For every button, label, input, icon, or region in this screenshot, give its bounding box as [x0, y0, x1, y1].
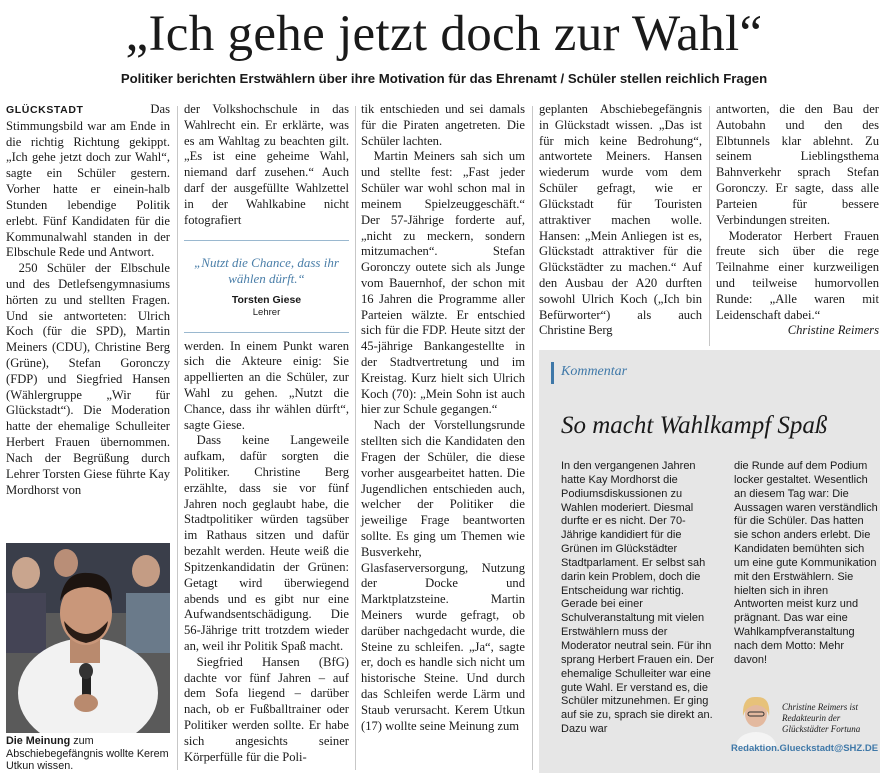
student-photo-illustration: [6, 543, 170, 733]
author-email-link[interactable]: Redaktion.Glueckstadt@SHZ.DE: [731, 743, 879, 754]
author-portrait: [734, 688, 778, 748]
caption-text: zum Abschiebegefängnis wollte Kerem Utkun wissen.: [6, 735, 169, 773]
article-paragraph: 250 Schüler der Elbschule und des Detlefsengymnasiums hörten zu und stellten Fragen. Und sie antworteten: Ulrich Koch (für die SPD), Martin Meiners (CDU), Christine Berg (Grüne), Stefan Goronczy (FDP) und Siegfried Hansen (Wählergruppe „Wir für Glückstadt“). Die Moderation hatte der ehemalige Schulleiter Herbert Frauen übernommen. Nach der Begrüßung durch Lehrer Torsten Giese führte Kay Mordhorst von: [6, 261, 170, 497]
subheadline: Politiker berichten Erstwählern über ihre Motivation für das Ehrenamt / Schüler stellen reichlich Fragen: [120, 71, 768, 86]
column-rule: [532, 106, 533, 770]
paragraph-text: Das Stimmungsbild war am Ende in die richtig Richtung gekippt. „Ich gehe jetzt doch zur Wahl“, sagte ein Schüler gestern. Vorher hatte er einein-halb Stunden lebendige Politik erlebt. Fünf Kandidaten für die Kommunalwahl standen in der Elbschule Rede und Antwort.: [6, 102, 170, 260]
author-note-line: Christine Reimers ist: [782, 702, 858, 712]
commentary-accent-bar: [551, 362, 554, 384]
quote-role: Lehrer: [252, 307, 281, 318]
dateline: GLÜCKSTADT: [6, 104, 84, 116]
article-column-4: [539, 102, 702, 339]
article-paragraph: [6, 102, 170, 261]
column-rule: [177, 106, 178, 770]
article-paragraph: Moderator Herbert Frauen freute sich über die rege Teilnahme einer kurzweiligen und teilweise humorvollen Runde: „Alle waren mit Leidenschaft dabei.“: [716, 228, 879, 322]
commentary-title: So macht Wahlkampf Spaß: [561, 412, 828, 439]
article-paragraph: Martin Meiners sah sich um und stellte fest: „Fast jeder Schüler war wohl schon mal in meinem Spielzeuggeschäft.“ Der 57-Jährige forderte auf, „nicht zu meckern, sondern mitzumachen“. Stefan Goronczy outete sich als Junge vom Bauernhof, der schon mit 16 Jahren die Programme aller Parteien wälzte. Er entschied sich für die FDP. Heute sitzt der 45-jährige Bankangestellte in der Stadtvertretung und im Kreistag. Kurz hielt sich Ulrich Koch (70): „Mein Sohn ist auch hier zur Schule gegangen.“: [361, 149, 525, 417]
article-paragraph: der Volkshochschule in das Wahlrecht ein. Er erklärte, was es am Wahltag zu beachten gilt. „Es ist eine geheime Wahl, niemand darf zusehen.“ Auch darf der ausgefüllte Wahlzettel in der Wahlkabine nicht fotografiert: [184, 102, 349, 227]
article-paragraph: Siegfried Hansen (BfG) dachte vor fünf Jahren – auf dem Sofa liegend – darüber nach, ob er Fußballtrainer oder Politiker werden sollte. Er habe sich angesichts seiner Körperfülle für die Poli-: [184, 654, 349, 764]
commentary-label: Kommentar: [561, 364, 628, 379]
article-paragraph: geplanten Abschiebegefängnis in Glückstadt wissen. „Das ist für mich keine Bedrohung“, antwortete Meiners. Hansen wiederum wurde vom dem Schüler gefragt, wie er Glückstadt für Touristen attraktiver machen wolle. Hansen: „Mein Anliegen ist es, Glückstadt attraktiver für die Glückstädter zu machen.“ Auf den Ausbau der A20 durften sowohl Ulrich Koch („Ich bin Befürworter“) als auch Christine Berg: [539, 102, 702, 338]
article-column-3: [361, 102, 525, 735]
article-photo: [6, 543, 170, 733]
quote-author: Torsten Giese: [231, 294, 302, 306]
quote-text: „Nutzt die Chance, dass ihr wählen dürft.“: [194, 255, 339, 286]
article-paragraph: antworten, die den Bau der Autobahn und den des Elbtunnels klar ablehnt. Zu seinem Lieblingsthema Bahnverkehr sprach Stefan Goronczy. Er sagte, dass alle Parteien für bessere Verbindungen streiten.: [716, 102, 879, 227]
column-rule: [709, 106, 710, 346]
commentary-column-1: In den vergangenen Jahren hatte Kay Mordhorst die Podiumsdiskussionen zu Wahlen moderiert. Diesmal durfte er es nicht. Der 70-Jährige kandidiert für die Grünen im Glückstädter Stadtparlament. Er selbst sah darin kein Problem, doch die Entscheidung war richtig. Gerade bei einer Schulveranstaltung mit vielen Erstwählern muss der Moderator neutral sein. Für ihn sprang Herbert Frauen ein. Der ehemalige Schulleiter war eine gute Wahl. Er verstand es, die Schüler mitzunehmen. Er ging auf sie zu, sprach sie direkt an. Dazu war: [561, 460, 714, 736]
author-note-line: Glückstädter Fortuna: [782, 724, 861, 734]
photo-caption: [6, 735, 170, 773]
article-paragraph: werden. In einem Punkt waren sich die Akteure einig: Sie appellierten an die Schüler, zur Wahl zu gehen. „Nutzt die Chance, dass ihr wählen dürft“, sagte Giese.: [184, 338, 349, 432]
caption-lead: Die Meinung: [6, 735, 71, 747]
commentary-column-2: die Runde auf dem Podium locker gestaltet. Wesentlich an diesem Tag war: Die Aussagen waren verständlich für die Schüler. Das hatten sie schon anders erlebt. Die Kandidaten bemühten sich um eine gute Kommunikation mit den Erstwählern. Sie hielten sich in ihren Antworten meist kurz und prägnant. Das war eine Wahlkampfveranstaltung nach dem Motto: Mehr davon!: [734, 460, 878, 666]
author-note-line: Redakteurin der: [782, 713, 841, 723]
article-column-5: [716, 102, 879, 339]
quote-rule: [184, 332, 349, 333]
pull-quote: [184, 240, 349, 334]
column-rule: [355, 106, 356, 770]
author-portrait-illustration: [734, 688, 778, 748]
article-paragraph: Dass keine Langeweile aufkam, dafür sorgten die Politiker. Christine Berg erzählte, dass sie vor fünf Jahren noch geglaubt habe, die Stadtpolitiker würden tagsüber im Rathaus sitzen und dafür bezahlt werden. Heute weiß die Spitzenkandidatin der Grünen: Getagt wird überwiegend abends und es gibt nur eine Aufwandsentschädigung. Die 56-Jährige tritt trotzdem wieder an, weil ihr Politik Spaß macht.: [184, 433, 349, 653]
quote-rule: [184, 240, 349, 241]
article-column-1: [6, 102, 170, 498]
headline: „Ich gehe jetzt doch zur Wahl“: [125, 6, 763, 62]
article-paragraph: Nach der Vorstellungsrunde stellten sich die Kandidaten den Fragen der Schüler, die diese vorher ausgearbeitet hatten. Die Jugendlichen entschieden auch, welcher der Politiker die jeweilige Frage beantworten sollte. Es ging um Themen wie Busverkehr, Glasfaserversorgung, Nutzung der Docke und Marktplatzsteine. Martin Meiners wurde gefragt, ob darüber nachgedacht wurde, die Steine zu schleifen. „Ja“, sagte er, doch es handle sich nicht um historische Steine. Und durch das Schleifen werde Lärm und Staub verursacht. Kerem Utkun (17) wollte seine Meinung zum: [361, 418, 525, 733]
article-column-2: [184, 102, 349, 765]
commentary-box: [539, 350, 880, 773]
article-paragraph: tik entschieden und sei damals für die Piraten angetreten. Die Schüler lachten.: [361, 102, 525, 148]
author-signature: Christine Reimers: [787, 323, 879, 338]
author-note: [782, 702, 882, 735]
